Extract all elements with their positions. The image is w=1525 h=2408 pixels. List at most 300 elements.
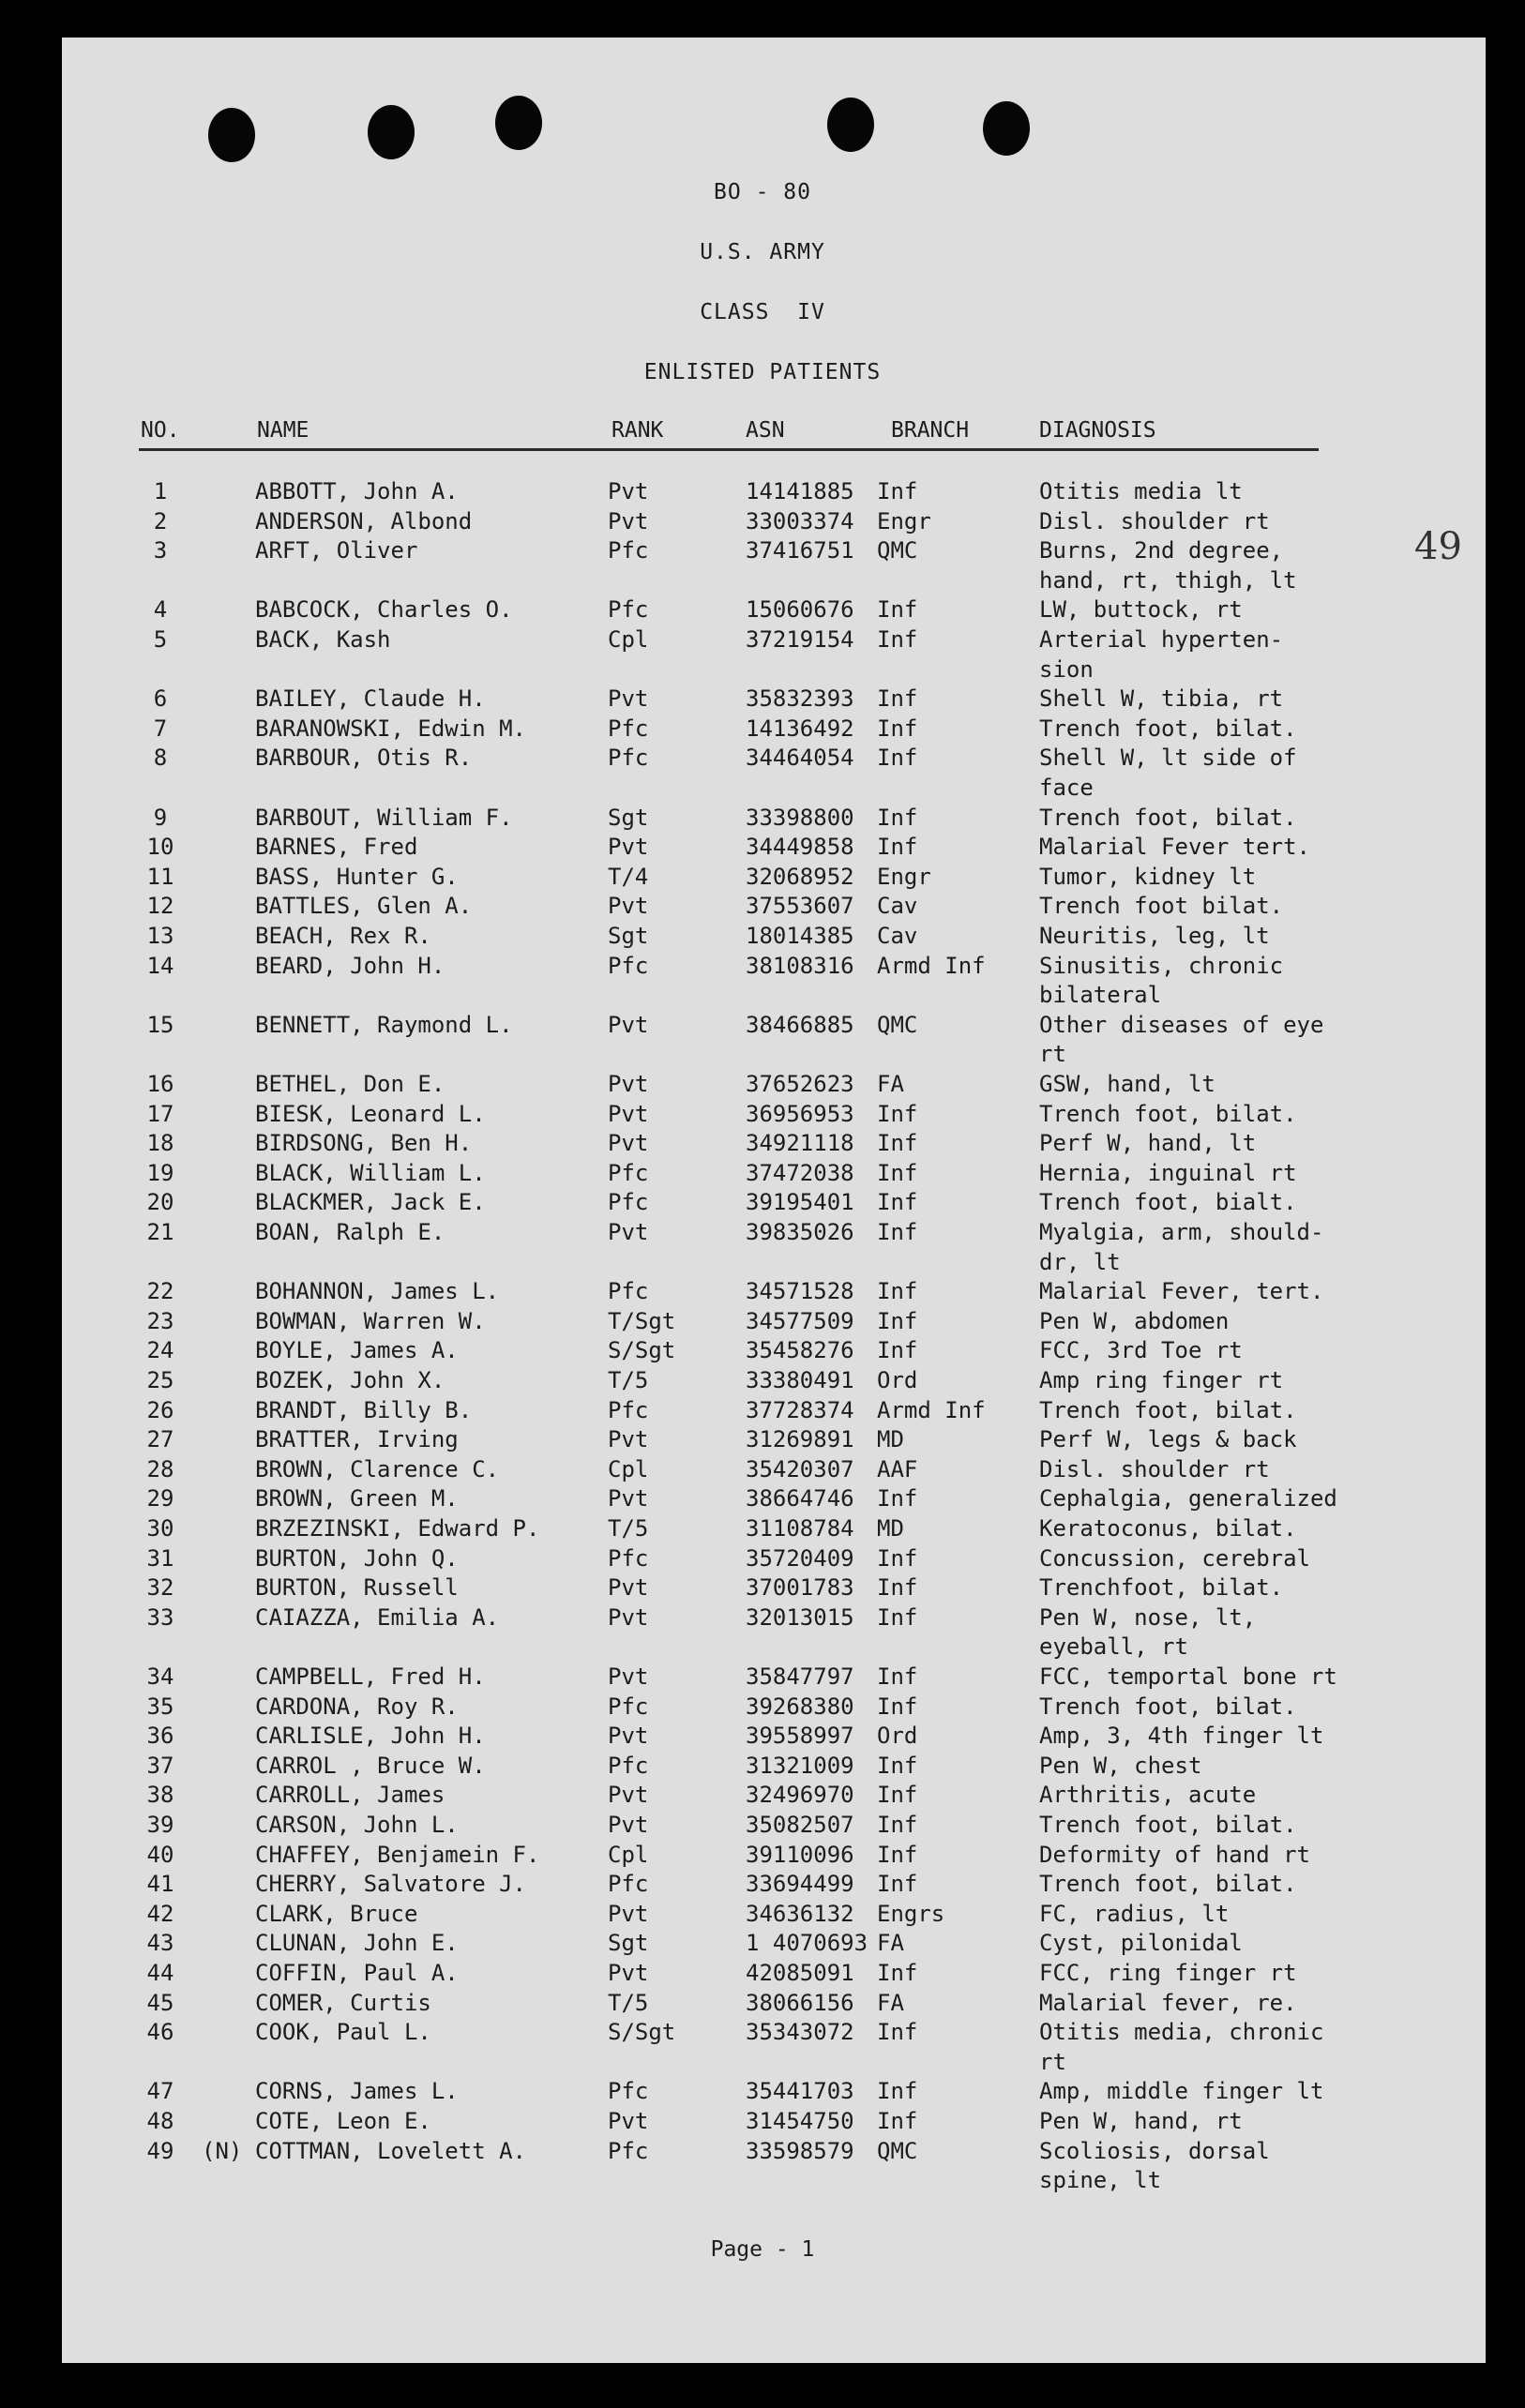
patient-rank: S/Sgt [608,2019,676,2045]
patient-name: BOZEK, John X. [255,1367,445,1393]
patient-name: COOK, Paul L. [255,2019,431,2045]
patient-diagnosis: rt [1039,1041,1066,1067]
column-header-name: NAME [257,418,310,443]
table-row [0,1958,1525,1988]
patient-name: ANDERSON, Albond [255,508,473,534]
patient-name: CARLISLE, John H. [255,1723,486,1749]
patient-diagnosis: GSW, hand, lt [1039,1071,1215,1097]
row-number: 32 [146,1574,174,1601]
column-header-no: NO. [141,418,180,443]
punch-hole [495,96,542,150]
patient-asn: 34449858 [746,834,854,860]
patient-rank: S/Sgt [608,1337,676,1363]
patient-name: ABBOTT, John A. [255,478,459,504]
row-number: 20 [146,1189,174,1215]
class-label: CLASS IV [700,300,825,324]
patient-branch: Inf [877,2019,918,2045]
row-number: 23 [146,1308,174,1334]
patient-asn: 38066156 [746,1990,854,2016]
table-row [0,1988,1525,2018]
patient-name: BRANDT, Billy B. [255,1397,473,1423]
patient-rank: Pvt [608,1901,649,1927]
punch-hole [827,98,874,152]
patient-diagnosis: Amp, middle finger lt [1039,2078,1324,2104]
patient-asn: 1 4070693 [746,1930,868,1956]
patient-name: CARDONA, Roy R. [255,1693,459,1720]
patient-rank: Pvt [608,1101,649,1127]
patient-branch: FA [877,1930,904,1956]
patient-name: BURTON, John Q. [255,1545,459,1572]
patient-name: BROWN, Clarence C. [255,1456,500,1482]
patient-rank: Cpl [608,626,649,653]
patient-branch: Inf [877,745,918,771]
table-row [0,1335,1525,1365]
table-row [0,506,1525,536]
patient-asn: 14141885 [746,478,854,504]
patient-asn: 35720409 [746,1545,854,1572]
row-number: 3 [153,537,168,564]
patient-diagnosis: Cephalgia, generalized [1039,1485,1337,1512]
patient-rank: Pvt [608,834,649,860]
page-footer: Page - 1 [710,2237,815,2262]
patient-diagnosis: Trench foot bilat. [1039,893,1284,919]
patient-branch: QMC [877,2138,918,2164]
patient-name: BENNETT, Raymond L. [255,1012,513,1038]
patient-branch: FA [877,1990,904,2016]
row-number: 25 [146,1367,174,1393]
patient-diagnosis: Malarial Fever, tert. [1039,1278,1324,1304]
patient-branch: AAF [877,1456,918,1482]
patient-asn: 39268380 [746,1693,854,1720]
patient-asn: 34636132 [746,1901,854,1927]
patient-asn: 37652623 [746,1071,854,1097]
patient-diagnosis: Trench foot, bilat. [1039,1101,1297,1127]
patient-rank: Pfc [608,537,649,564]
table-row [0,625,1525,655]
patient-name: BARNES, Fred [255,834,418,860]
patient-branch: Inf [877,685,918,712]
patient-asn: 38108316 [746,953,854,979]
patient-rank: Pvt [608,893,649,919]
patient-diagnosis: Neuritis, leg, lt [1039,923,1270,949]
table-row [0,1751,1525,1781]
patient-name: CARROL , Bruce W. [255,1753,486,1779]
row-number: 21 [146,1219,174,1245]
row-number: 40 [146,1842,174,1868]
patient-asn: 31108784 [746,1515,854,1542]
patient-rank: T/5 [608,1990,649,2016]
patient-rank: Pfc [608,745,649,771]
patient-asn: 15060676 [746,596,854,623]
row-number: 5 [153,626,168,653]
table-row [0,1306,1525,1336]
table-row-continuation [0,980,1525,1010]
patient-name: BARBOUT, William F. [255,805,513,831]
patient-branch: Inf [877,834,918,860]
table-row [0,1928,1525,1958]
patient-diagnosis: Perf W, legs & back [1039,1426,1297,1452]
row-number: 22 [146,1278,174,1304]
patient-diagnosis: Amp ring finger rt [1039,1367,1284,1393]
punch-hole [368,105,415,159]
patient-diagnosis: Malarial Fever tert. [1039,834,1310,860]
table-row-continuation [0,655,1525,685]
patient-asn: 33598579 [746,2138,854,2164]
patient-rank: Pvt [608,1485,649,1512]
table-row [0,1010,1525,1040]
patient-asn: 39110096 [746,1842,854,1868]
patient-diagnosis: Cyst, pilonidal [1039,1930,1243,1956]
table-row [0,1692,1525,1722]
table-row [0,832,1525,862]
patient-asn: 33694499 [746,1871,854,1897]
patient-branch: Inf [877,1308,918,1334]
patient-rank: Pvt [608,1723,649,1749]
patient-diagnosis: Burns, 2nd degree, [1039,537,1284,564]
organization: U.S. ARMY [700,240,825,264]
table-row-continuation [0,2165,1525,2195]
row-number: 26 [146,1397,174,1423]
column-header-rank: RANK [612,418,664,443]
document-code: BO - 80 [714,180,811,204]
patient-branch: Inf [877,1782,918,1808]
patient-name: COTTMAN, Lovelett A. [255,2138,526,2164]
table-row [0,1069,1525,1099]
patient-diagnosis: Trench foot, bilat. [1039,1397,1297,1423]
patient-asn: 35420307 [746,1456,854,1482]
table-row [0,1899,1525,1929]
patient-branch: QMC [877,537,918,564]
punch-hole [983,101,1030,156]
row-number: 10 [146,834,174,860]
patient-diagnosis: Tumor, kidney lt [1039,864,1257,890]
table-row [0,1395,1525,1425]
patient-rank: T/Sgt [608,1308,676,1334]
patient-branch: Inf [877,1160,918,1186]
patient-rank: Pfc [608,1753,649,1779]
row-number: 34 [146,1663,174,1690]
row-number: 13 [146,923,174,949]
table-row [0,891,1525,921]
patient-branch: Inf [877,478,918,504]
patient-asn: 39558997 [746,1723,854,1749]
patient-rank: Pvt [608,1426,649,1452]
table-row [0,1573,1525,1603]
patient-branch: Inf [877,1812,918,1838]
patient-branch: Inf [877,1871,918,1897]
patient-name: CORNS, James L. [255,2078,459,2104]
patient-rank: Pfc [608,1871,649,1897]
patient-asn: 35847797 [746,1663,854,1690]
patient-branch: Ord [877,1367,918,1393]
patient-diagnosis: Perf W, hand, lt [1039,1130,1257,1156]
row-number: 12 [146,893,174,919]
patient-branch: Inf [877,1604,918,1631]
patient-asn: 38466885 [746,1012,854,1038]
patient-diagnosis: Otitis media lt [1039,478,1243,504]
patient-diagnosis: Malarial fever, re. [1039,1990,1297,2016]
table-row [0,2136,1525,2166]
patient-branch: Inf [877,1545,918,1572]
patient-asn: 37416751 [746,537,854,564]
patient-rank: Pfc [608,2078,649,2104]
patient-diagnosis: Other diseases of eye [1039,1012,1324,1038]
patient-diagnosis: Hernia, inguinal rt [1039,1160,1297,1186]
patient-diagnosis: sion [1039,656,1094,683]
table-row [0,1780,1525,1810]
table-row-continuation [0,2047,1525,2077]
row-number: 11 [146,864,174,890]
patient-rank: T/5 [608,1367,649,1393]
patient-asn: 35082507 [746,1812,854,1838]
row-number: 19 [146,1160,174,1186]
row-number: 33 [146,1604,174,1631]
patient-branch: Cav [877,893,918,919]
patient-diagnosis: FCC, 3rd Toe rt [1039,1337,1243,1363]
patient-branch: Inf [877,2078,918,2104]
table-row [0,1217,1525,1247]
patient-diagnosis: Pen W, hand, rt [1039,2108,1243,2134]
patient-rank: Cpl [608,1842,649,1868]
table-row-continuation [0,1247,1525,1277]
patient-asn: 37728374 [746,1397,854,1423]
patient-name: CARSON, John L. [255,1812,459,1838]
column-header-diagnosis: DIAGNOSIS [1039,418,1156,443]
patient-diagnosis: Trench foot, bilat. [1039,1693,1297,1720]
patient-asn: 31454750 [746,2108,854,2134]
patient-asn: 37553607 [746,893,854,919]
patient-branch: Inf [877,596,918,623]
patient-diagnosis: Concussion, cerebral [1039,1545,1310,1572]
table-row [0,2017,1525,2047]
row-number: 18 [146,1130,174,1156]
patient-name: BRATTER, Irving [255,1426,459,1452]
patient-asn: 37219154 [746,626,854,653]
patient-diagnosis: Disl. shoulder rt [1039,508,1270,534]
patient-rank: Pvt [608,1960,649,1986]
patient-asn: 33380491 [746,1367,854,1393]
patient-branch: Inf [877,626,918,653]
table-row [0,1187,1525,1217]
row-number: 45 [146,1990,174,2016]
table-row-continuation [0,1632,1525,1662]
table-row [0,1721,1525,1751]
patient-diagnosis: Trench foot, bilat. [1039,1812,1297,1838]
table-row [0,1840,1525,1870]
patient-diagnosis: FCC, ring finger rt [1039,1960,1297,1986]
column-header-asn: ASN [746,418,785,443]
header-underline [139,448,1319,451]
patient-asn: 18014385 [746,923,854,949]
patient-rank: Pfc [608,715,649,742]
table-row [0,1662,1525,1692]
patient-rank: Pfc [608,1160,649,1186]
patient-branch: Inf [877,1485,918,1512]
patient-asn: 37472038 [746,1160,854,1186]
patient-rank: Pvt [608,478,649,504]
patient-diagnosis: FCC, temportal bone rt [1039,1663,1337,1690]
row-number: 16 [146,1071,174,1097]
patient-asn: 32068952 [746,864,854,890]
patient-diagnosis: Shell W, tibia, rt [1039,685,1284,712]
patient-rank: Pvt [608,1574,649,1601]
patient-diagnosis: Amp, 3, 4th finger lt [1039,1723,1324,1749]
patient-rank: Sgt [608,805,649,831]
column-header-branch: BRANCH [891,418,970,443]
patient-name: BROWN, Green M. [255,1485,459,1512]
patient-name: ARFT, Oliver [255,537,418,564]
patient-diagnosis: Sinusitis, chronic [1039,953,1284,979]
patient-name: CHERRY, Salvatore J. [255,1871,526,1897]
patient-asn: 34464054 [746,745,854,771]
patient-asn: 35458276 [746,1337,854,1363]
patient-asn: 32013015 [746,1604,854,1631]
patient-branch: Inf [877,1130,918,1156]
patient-name: BACK, Kash [255,626,391,653]
table-row-continuation [0,565,1525,595]
row-number: 49 [146,2138,174,2164]
patient-rank: Pvt [608,1071,649,1097]
patient-branch: Armd Inf [877,1397,986,1423]
patient-asn: 35441703 [746,2078,854,2104]
patient-name: BIRDSONG, Ben H. [255,1130,473,1156]
patient-diagnosis: Arterial hyperten- [1039,626,1284,653]
patient-rank: Pfc [608,953,649,979]
row-number: 1 [153,478,168,504]
row-number: 41 [146,1871,174,1897]
patient-name: BAILEY, Claude H. [255,685,486,712]
patient-diagnosis: rt [1039,2049,1066,2075]
row-number: 30 [146,1515,174,1542]
patient-asn: 34921118 [746,1130,854,1156]
patient-branch: Inf [877,805,918,831]
table-row [0,921,1525,951]
row-number: 31 [146,1545,174,1572]
patient-asn: 36956953 [746,1101,854,1127]
patient-rank: Cpl [608,1456,649,1482]
patient-rank: Pvt [608,1219,649,1245]
patient-diagnosis: bilateral [1039,982,1162,1008]
margin-page-number: 49 [1414,525,1462,568]
row-number: 47 [146,2078,174,2104]
patient-diagnosis: hand, rt, thigh, lt [1039,567,1297,594]
patient-rank: Pvt [608,508,649,534]
table-row [0,1810,1525,1840]
patient-asn: 14136492 [746,715,854,742]
table-row [0,535,1525,565]
table-row [0,743,1525,773]
patient-branch: Inf [877,1842,918,1868]
patient-asn: 33398800 [746,805,854,831]
patient-name: BARANOWSKI, Edwin M. [255,715,526,742]
patient-branch: Inf [877,1574,918,1601]
table-row [0,1603,1525,1633]
table-row [0,1513,1525,1543]
patient-branch: Inf [877,1101,918,1127]
patient-asn: 35343072 [746,2019,854,2045]
patient-diagnosis: Otitis media, chronic [1039,2019,1324,2045]
patient-rank: Sgt [608,923,649,949]
patient-asn: 39195401 [746,1189,854,1215]
table-row-continuation [0,773,1525,803]
row-number: 7 [153,715,168,742]
patient-branch: Inf [877,1753,918,1779]
row-number: 15 [146,1012,174,1038]
patient-branch: Inf [877,1693,918,1720]
table-row [0,1869,1525,1899]
patient-rank: Pvt [608,685,649,712]
patient-asn: 34577509 [746,1308,854,1334]
row-number: 42 [146,1901,174,1927]
patient-diagnosis: Scoliosis, dorsal [1039,2138,1270,2164]
patient-name: BLACK, William L. [255,1160,486,1186]
patient-branch: Inf [877,1189,918,1215]
patient-rank: Pvt [608,1812,649,1838]
table-row [0,1276,1525,1306]
patient-asn: 38664746 [746,1485,854,1512]
table-row [0,862,1525,892]
table-row [0,684,1525,714]
patient-diagnosis: Disl. shoulder rt [1039,1456,1270,1482]
table-row [0,1454,1525,1484]
patient-name: CLARK, Bruce [255,1901,418,1927]
patient-name: BOYLE, James A. [255,1337,459,1363]
patient-branch: Engr [877,508,931,534]
table-row [0,1365,1525,1395]
patient-diagnosis: Trench foot, bilat. [1039,805,1297,831]
patient-branch: Inf [877,1663,918,1690]
patient-name: CAIAZZA, Emilia A. [255,1604,500,1631]
row-note: (N) [202,2138,243,2164]
row-number: 44 [146,1960,174,1986]
patient-branch: Engr [877,864,931,890]
table-row-continuation [0,1039,1525,1069]
patient-name: BARBOUR, Otis R. [255,745,473,771]
table-row [0,1543,1525,1573]
patient-diagnosis: Pen W, nose, lt, [1039,1604,1257,1631]
row-number: 37 [146,1753,174,1779]
patient-rank: Pvt [608,1782,649,1808]
patient-name: BASS, Hunter G. [255,864,459,890]
patient-name: BOWMAN, Warren W. [255,1308,486,1334]
row-number: 4 [153,596,168,623]
patient-name: CARROLL, James [255,1782,445,1808]
table-row [0,803,1525,833]
document-subtitle: ENLISTED PATIENTS [643,360,882,384]
patient-diagnosis: Trench foot, bilat. [1039,715,1297,742]
table-row [0,2076,1525,2106]
patient-asn: 31269891 [746,1426,854,1452]
patient-rank: Pfc [608,1278,649,1304]
patient-name: BABCOCK, Charles O. [255,596,513,623]
patient-rank: Pvt [608,1012,649,1038]
patient-diagnosis: eyeball, rt [1039,1633,1188,1660]
table-row [0,951,1525,981]
row-number: 43 [146,1930,174,1956]
patient-name: COMER, Curtis [255,1990,431,2016]
table-row [0,476,1525,506]
patient-diagnosis: LW, buttock, rt [1039,596,1243,623]
row-number: 2 [153,508,168,534]
patient-branch: Inf [877,1278,918,1304]
patient-asn: 34571528 [746,1278,854,1304]
patient-asn: 31321009 [746,1753,854,1779]
patient-diagnosis: Trenchfoot, bilat. [1039,1574,1284,1601]
row-number: 36 [146,1723,174,1749]
patient-rank: Pvt [608,1663,649,1690]
row-number: 28 [146,1456,174,1482]
patient-rank: Pvt [608,1604,649,1631]
